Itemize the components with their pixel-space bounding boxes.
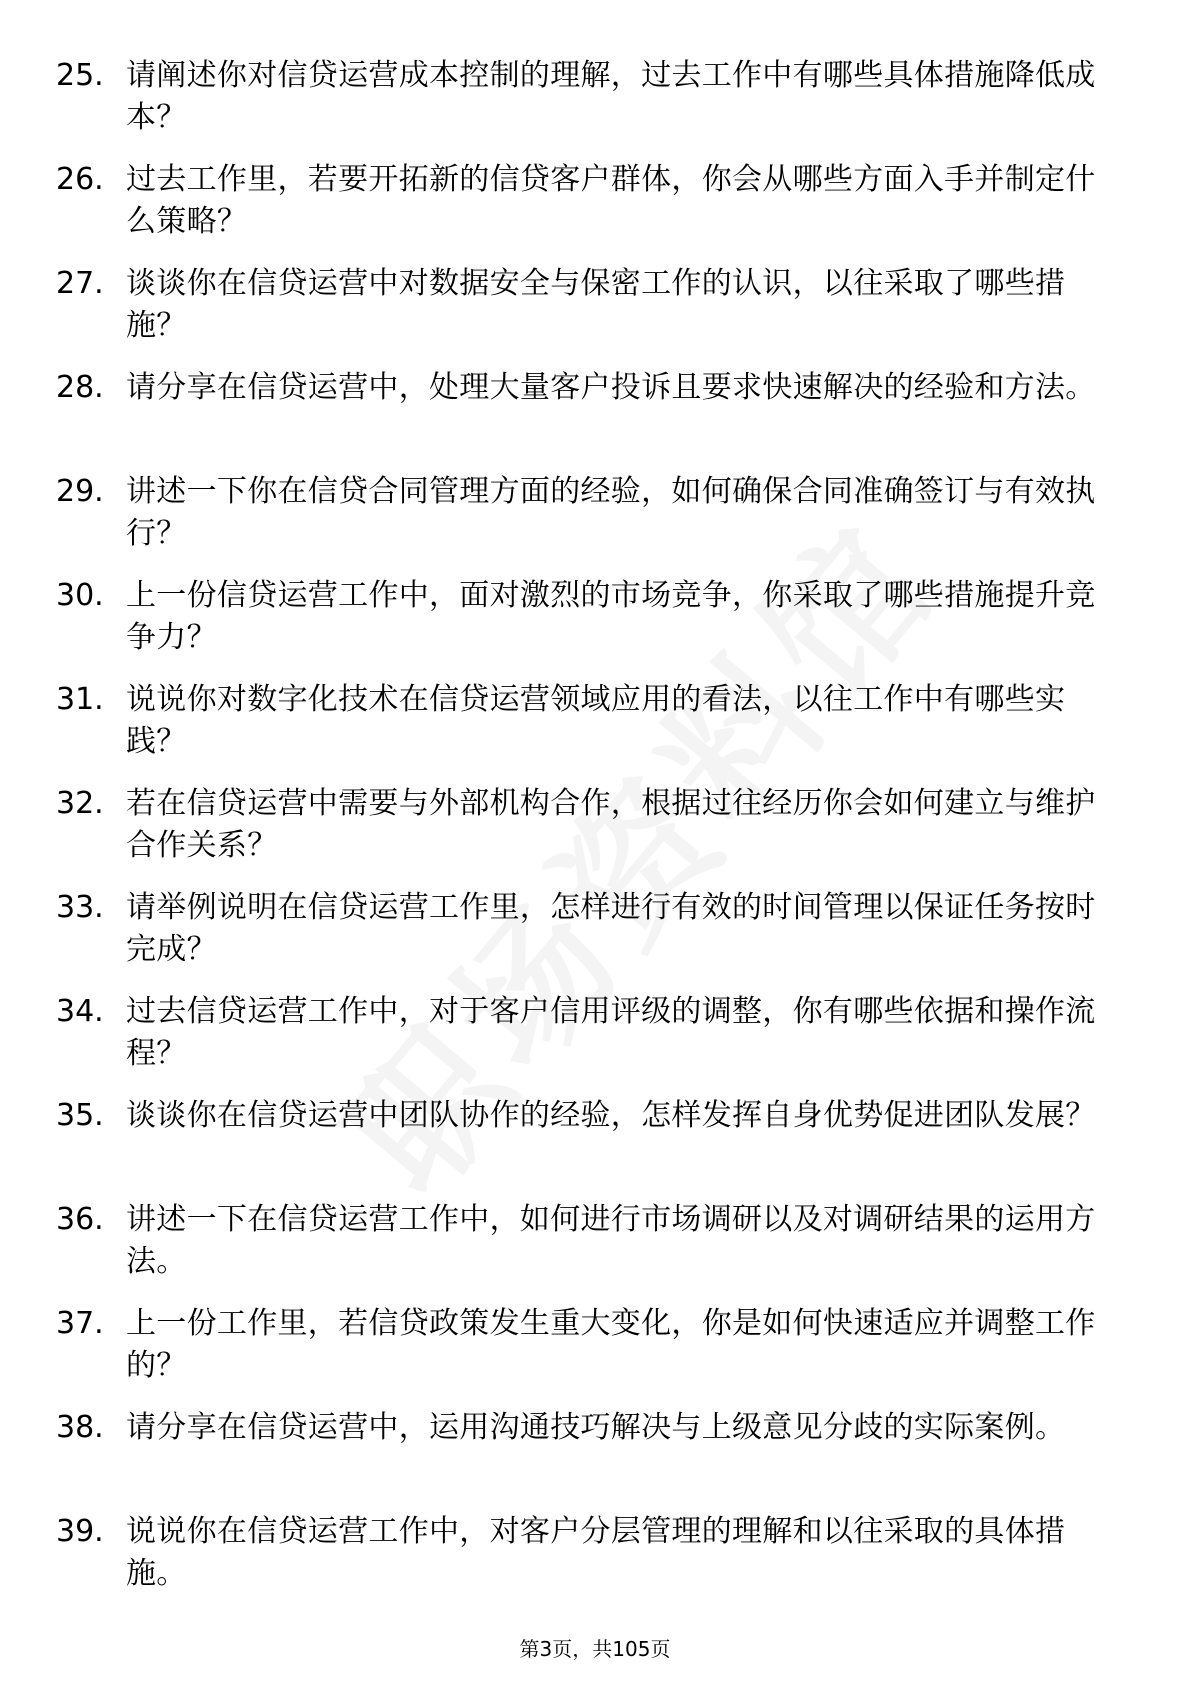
question-text: 讲述一下你在信贷合同管理方面的经验，如何确保合同准确签订与有效执行？ [126,474,1096,551]
page-number-footer: 第3页，共105页 [519,1637,671,1661]
question-item [0,983,1190,1087]
question-text: 上一份信贷运营工作中，面对激烈的市场竞争，你采取了哪些措施提升竞争力？ [126,578,1096,655]
question-number: 32. [56,786,104,821]
question-text: 请阐述你对信贷运营成本控制的理解，过去工作中有哪些具体措施降低成本？ [126,58,1096,135]
question-text: 请分享在信贷运营中，运用沟通技巧解决与上级意见分歧的实际案例。 [126,1410,1066,1445]
question-number: 33. [56,890,104,925]
question-text: 说说你在信贷运营工作中，对客户分层管理的理解和以往采取的具体措施。 [126,1514,1066,1591]
question-text: 过去信贷运营工作中，对于客户信用评级的调整，你有哪些依据和操作流程？ [126,994,1096,1071]
question-item [0,359,1190,463]
question-text: 上一份工作里，若信贷政策发生重大变化，你是如何快速适应并调整工作的？ [126,1306,1096,1383]
question-text: 请举例说明在信贷运营工作里，怎样进行有效的时间管理以保证任务按时完成？ [126,890,1096,967]
question-item [0,1295,1190,1399]
question-text: 过去工作里，若要开拓新的信贷客户群体，你会从哪些方面入手并制定什么策略？ [126,162,1096,239]
question-text: 讲述一下在信贷运营工作中，如何进行市场调研以及对调研结果的运用方法。 [126,1202,1096,1279]
question-number: 27. [56,266,104,301]
question-item [0,1399,1190,1503]
question-text: 若在信贷运营中需要与外部机构合作，根据过往经历你会如何建立与维护合作关系？ [126,786,1096,863]
question-item [0,151,1190,255]
question-number: 39. [56,1514,104,1549]
question-item [0,47,1190,151]
question-number: 35. [56,1098,104,1133]
question-item [0,255,1190,359]
question-text: 谈谈你在信贷运营中对数据安全与保密工作的认识，以往采取了哪些措施？ [126,266,1066,343]
question-number: 31. [56,682,104,717]
question-item [0,775,1190,879]
question-text: 请分享在信贷运营中，处理大量客户投诉且要求快速解决的经验和方法。 [126,370,1096,405]
question-item [0,879,1190,983]
question-text: 说说你对数字化技术在信贷运营领域应用的看法，以往工作中有哪些实践？ [126,682,1066,759]
question-list [0,47,1190,1607]
question-number: 38. [56,1410,104,1445]
question-item [0,567,1190,671]
question-number: 25. [56,58,104,93]
question-item [0,463,1190,567]
question-item [0,1191,1190,1295]
question-number: 28. [56,370,104,405]
question-item [0,1503,1190,1607]
question-number: 34. [56,994,104,1029]
question-item [0,671,1190,775]
question-number: 36. [56,1202,104,1237]
question-item [0,1087,1190,1191]
question-number: 29. [56,474,104,509]
question-number: 30. [56,578,104,613]
question-number: 37. [56,1306,104,1341]
question-number: 26. [56,162,104,197]
question-text: 谈谈你在信贷运营中团队协作的经验，怎样发挥自身优势促进团队发展？ [126,1098,1096,1133]
